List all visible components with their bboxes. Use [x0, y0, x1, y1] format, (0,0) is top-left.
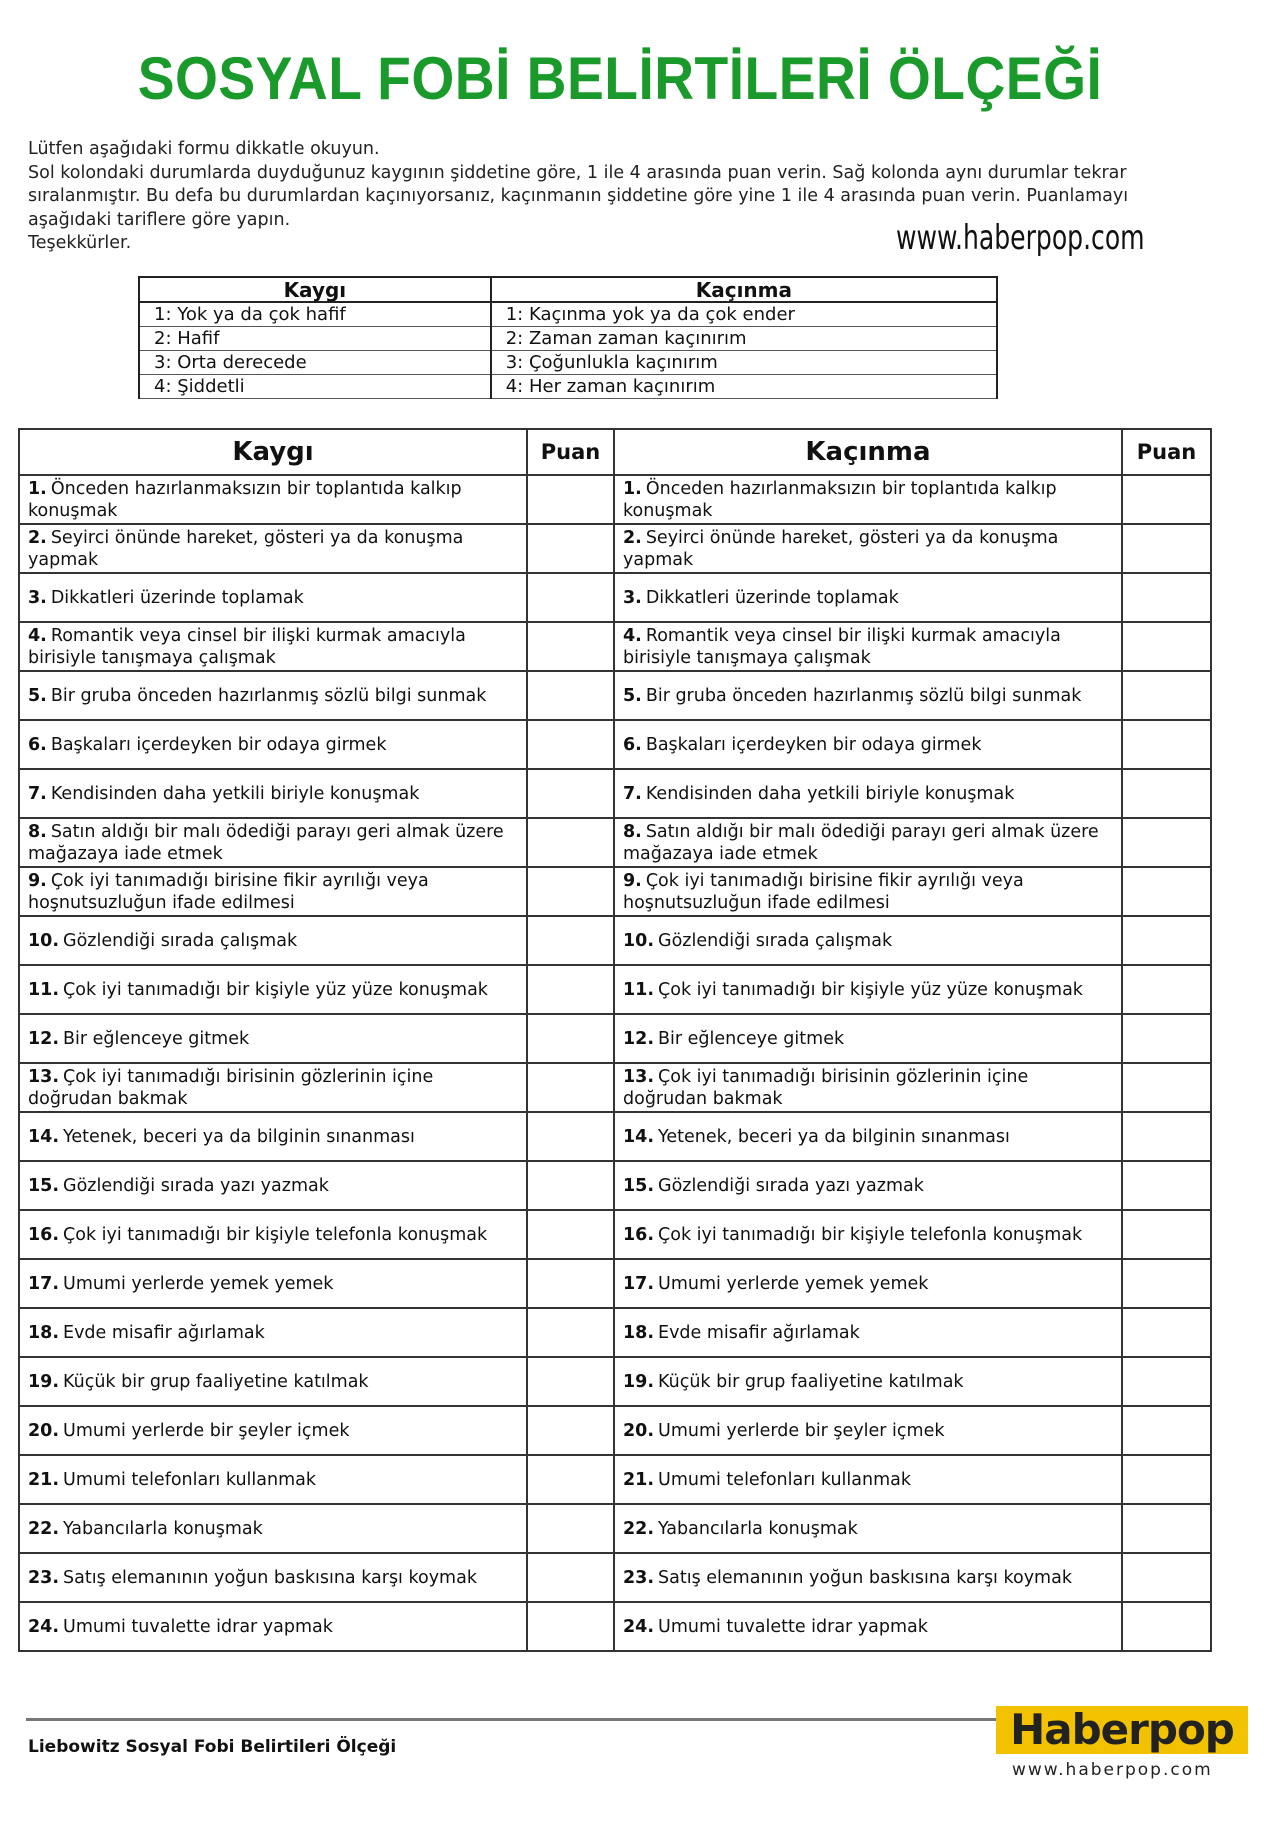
table-row	[19, 1406, 1211, 1455]
anxiety-score-cell[interactable]	[527, 1504, 614, 1553]
item-text: Çok iyi tanımadığı birisinin gözlerinin içine doğrudan bakmak	[623, 1066, 1029, 1109]
avoidance-score-cell[interactable]	[1122, 622, 1211, 671]
anxiety-score-cell[interactable]	[527, 867, 614, 916]
anxiety-score-cell[interactable]	[527, 1210, 614, 1259]
anxiety-score-cell[interactable]	[527, 720, 614, 769]
item-number: 10.	[623, 930, 655, 951]
item-text: Çok iyi tanımadığı birisinin gözlerinin içine doğrudan bakmak	[28, 1066, 434, 1109]
item-text: Başkaları içerdeyken bir odaya girmek	[645, 734, 982, 755]
item-text: Bir eğlenceye gitmek	[658, 1028, 845, 1049]
table-row	[19, 1161, 1211, 1210]
avoidance-score-cell[interactable]	[1122, 1161, 1211, 1210]
item-number: 21.	[28, 1469, 60, 1490]
avoidance-score-cell[interactable]	[1122, 1112, 1211, 1161]
instruction-line: Teşekkürler.	[28, 233, 132, 253]
header-avoidance: Kaçınma	[614, 429, 1122, 475]
avoidance-item	[614, 965, 1122, 1014]
table-row	[19, 671, 1211, 720]
header-anxiety: Kaygı	[19, 429, 527, 475]
footer-source: Liebowitz Sosyal Fobi Belirtileri Ölçeği	[28, 1737, 397, 1757]
anxiety-score-cell[interactable]	[527, 1161, 614, 1210]
item-text: Çok iyi tanımadığı birisine fikir ayrılığı veya hoşnutsuzluğun ifade edilmesi	[623, 870, 1024, 913]
item-number: 6.	[623, 734, 642, 755]
avoidance-item	[614, 1112, 1122, 1161]
avoidance-item	[614, 671, 1122, 720]
anxiety-item	[19, 965, 527, 1014]
avoidance-score-cell[interactable]	[1122, 475, 1211, 524]
avoidance-item	[614, 1063, 1122, 1112]
table-row	[19, 965, 1211, 1014]
item-text: Kendisinden daha yetkili biriyle konuşmak	[50, 783, 420, 804]
item-text: Satın aldığı bir malı ödediği parayı geri almak üzere mağazaya iade etmek	[623, 821, 1099, 864]
item-text: Önceden hazırlanmaksızın bir toplantıda kalkıp konuşmak	[28, 478, 462, 521]
anxiety-score-cell[interactable]	[527, 1553, 614, 1602]
item-text: Yabancılarla konuşmak	[658, 1518, 858, 1539]
item-number: 19.	[623, 1371, 655, 1392]
table-row	[19, 1210, 1211, 1259]
avoidance-item	[614, 1602, 1122, 1651]
item-number: 21.	[623, 1469, 655, 1490]
table-row	[19, 1357, 1211, 1406]
avoidance-score-cell[interactable]	[1122, 1455, 1211, 1504]
avoidance-score-cell[interactable]	[1122, 1602, 1211, 1651]
anxiety-item	[19, 1406, 527, 1455]
item-text: Başkaları içerdeyken bir odaya girmek	[50, 734, 387, 755]
avoidance-item	[614, 573, 1122, 622]
anxiety-item	[19, 867, 527, 916]
item-number: 18.	[623, 1322, 655, 1343]
item-number: 14.	[623, 1126, 655, 1147]
item-text: Umumi yerlerde yemek yemek	[658, 1273, 929, 1294]
item-number: 1.	[623, 478, 642, 499]
item-number: 24.	[623, 1616, 655, 1637]
item-text: Romantik veya cinsel bir ilişki kurmak amacıyla birisiyle tanışmaya çalışmak	[623, 625, 1061, 668]
item-number: 6.	[28, 734, 47, 755]
item-number: 13.	[28, 1066, 60, 1087]
legend-cell: 3: Orta derecede	[139, 351, 491, 375]
anxiety-item	[19, 720, 527, 769]
anxiety-item	[19, 1210, 527, 1259]
item-number: 7.	[623, 783, 642, 804]
item-number: 2.	[623, 527, 642, 548]
item-text: Umumi yerlerde yemek yemek	[63, 1273, 334, 1294]
item-text: Evde misafir ağırlamak	[63, 1322, 265, 1343]
table-row	[19, 818, 1211, 867]
anxiety-score-cell[interactable]	[527, 1259, 614, 1308]
item-number: 3.	[28, 587, 47, 608]
item-number: 23.	[28, 1567, 60, 1588]
anxiety-score-cell[interactable]	[527, 965, 614, 1014]
anxiety-item	[19, 769, 527, 818]
item-text: Umumi yerlerde bir şeyler içmek	[63, 1420, 350, 1441]
avoidance-item	[614, 1014, 1122, 1063]
item-number: 2.	[28, 527, 47, 548]
header-avoidance-score: Puan	[1122, 429, 1211, 475]
item-number: 9.	[28, 870, 47, 891]
item-text: Çok iyi tanımadığı bir kişiyle telefonla konuşmak	[63, 1224, 488, 1245]
avoidance-score-cell[interactable]	[1122, 1553, 1211, 1602]
avoidance-item	[614, 1455, 1122, 1504]
item-number: 4.	[623, 625, 642, 646]
anxiety-item	[19, 573, 527, 622]
item-text: Seyirci önünde hareket, gösteri ya da konuşma yapmak	[623, 527, 1059, 570]
anxiety-score-cell[interactable]	[527, 1308, 614, 1357]
item-number: 17.	[623, 1273, 655, 1294]
item-text: Seyirci önünde hareket, gösteri ya da konuşma yapmak	[28, 527, 464, 570]
avoidance-score-cell[interactable]	[1122, 671, 1211, 720]
item-text: Yabancılarla konuşmak	[63, 1518, 263, 1539]
item-number: 15.	[623, 1175, 655, 1196]
table-row	[19, 720, 1211, 769]
item-number: 23.	[623, 1567, 655, 1588]
instruction-line: Lütfen aşağıdaki formu dikkatle okuyun.	[28, 139, 380, 159]
item-text: Umumi telefonları kullanmak	[63, 1469, 316, 1490]
anxiety-score-cell[interactable]	[527, 622, 614, 671]
anxiety-score-cell[interactable]	[527, 475, 614, 524]
anxiety-item	[19, 1259, 527, 1308]
instruction-line: Sol kolondaki durumlarda duyduğunuz kaygının şiddetine göre, 1 ile 4 arasında puan verin. Sağ kolonda aynı durumlar tekrar sıralanmıştır. Bu defa bu durumlardan kaçınıyorsanız, kaçınmanın şiddetine göre yine 1 ile 4 arasında puan verin. Puanlamayı aşağıdaki tariflere göre yapın.	[28, 162, 1129, 230]
logo-url: www.haberpop.com	[1012, 1760, 1213, 1780]
anxiety-score-cell[interactable]	[527, 769, 614, 818]
avoidance-item	[614, 475, 1122, 524]
table-row	[19, 1112, 1211, 1161]
item-number: 16.	[623, 1224, 655, 1245]
legend-header-avoidance: Kaçınma	[491, 277, 997, 302]
item-text: Umumi tuvalette idrar yapmak	[658, 1616, 928, 1637]
anxiety-item	[19, 1553, 527, 1602]
table-row	[19, 1602, 1211, 1651]
item-text: Umumi yerlerde bir şeyler içmek	[658, 1420, 945, 1441]
item-text: Kendisinden daha yetkili biriyle konuşmak	[645, 783, 1015, 804]
item-number: 12.	[28, 1028, 60, 1049]
item-number: 13.	[623, 1066, 655, 1087]
anxiety-score-cell[interactable]	[527, 818, 614, 867]
avoidance-score-cell[interactable]	[1122, 867, 1211, 916]
item-number: 10.	[28, 930, 60, 951]
anxiety-score-cell[interactable]	[527, 1014, 614, 1063]
avoidance-item	[614, 1210, 1122, 1259]
avoidance-score-cell[interactable]	[1122, 916, 1211, 965]
avoidance-score-cell[interactable]	[1122, 1063, 1211, 1112]
page-title: SOSYAL FOBİ BELİRTİLERİ ÖLÇEĞİ	[137, 45, 1103, 112]
anxiety-item	[19, 1112, 527, 1161]
item-text: Çok iyi tanımadığı bir kişiyle yüz yüze konuşmak	[658, 979, 1083, 1000]
item-text: Gözlendiği sırada yazı yazmak	[658, 1175, 924, 1196]
anxiety-item	[19, 671, 527, 720]
item-text: Dikkatleri üzerinde toplamak	[645, 587, 899, 608]
table-row	[19, 573, 1211, 622]
item-text: Gözlendiği sırada yazı yazmak	[63, 1175, 329, 1196]
item-number: 5.	[623, 685, 642, 706]
avoidance-item	[614, 1504, 1122, 1553]
table-row	[19, 1063, 1211, 1112]
legend-cell: 1: Kaçınma yok ya da çok ender	[491, 302, 997, 327]
avoidance-item	[614, 1406, 1122, 1455]
header-anxiety-score: Puan	[527, 429, 614, 475]
table-row	[19, 1308, 1211, 1357]
anxiety-item	[19, 622, 527, 671]
item-number: 5.	[28, 685, 47, 706]
avoidance-item	[614, 1308, 1122, 1357]
legend-cell: 3: Çoğunlukla kaçınırım	[491, 351, 997, 375]
anxiety-score-cell[interactable]	[527, 1406, 614, 1455]
item-text: Bir gruba önceden hazırlanmış sözlü bilgi sunmak	[50, 685, 487, 706]
item-text: Küçük bir grup faaliyetine katılmak	[658, 1371, 964, 1392]
item-number: 20.	[623, 1420, 655, 1441]
anxiety-score-cell[interactable]	[527, 1063, 614, 1112]
legend-cell: 2: Zaman zaman kaçınırım	[491, 327, 997, 351]
item-text: Gözlendiği sırada çalışmak	[658, 930, 893, 951]
table-row	[19, 524, 1211, 573]
anxiety-item	[19, 916, 527, 965]
item-number: 16.	[28, 1224, 60, 1245]
item-number: 9.	[623, 870, 642, 891]
item-text: Satın aldığı bir malı ödediği parayı geri almak üzere mağazaya iade etmek	[28, 821, 504, 864]
item-text: Gözlendiği sırada çalışmak	[63, 930, 298, 951]
legend-cell: 4: Şiddetli	[139, 375, 491, 399]
avoidance-score-cell[interactable]	[1122, 965, 1211, 1014]
anxiety-item	[19, 1455, 527, 1504]
avoidance-item	[614, 622, 1122, 671]
avoidance-score-cell[interactable]	[1122, 769, 1211, 818]
table-row	[19, 622, 1211, 671]
table-row	[19, 1259, 1211, 1308]
legend-header-anxiety: Kaygı	[139, 277, 491, 302]
anxiety-item	[19, 1063, 527, 1112]
avoidance-item	[614, 1553, 1122, 1602]
item-text: Romantik veya cinsel bir ilişki kurmak amacıyla birisiyle tanışmaya çalışmak	[28, 625, 466, 668]
avoidance-item	[614, 867, 1122, 916]
item-number: 11.	[623, 979, 655, 1000]
item-number: 14.	[28, 1126, 60, 1147]
item-text: Yetenek, beceri ya da bilginin sınanması	[63, 1126, 415, 1147]
item-number: 15.	[28, 1175, 60, 1196]
scoring-legend	[138, 276, 998, 399]
haberpop-logo: Haberpop	[996, 1706, 1248, 1754]
item-text: Önceden hazırlanmaksızın bir toplantıda kalkıp konuşmak	[623, 478, 1057, 521]
avoidance-item	[614, 1259, 1122, 1308]
avoidance-score-cell[interactable]	[1122, 818, 1211, 867]
item-text: Umumi tuvalette idrar yapmak	[63, 1616, 333, 1637]
avoidance-item	[614, 1161, 1122, 1210]
avoidance-item	[614, 524, 1122, 573]
avoidance-score-cell[interactable]	[1122, 524, 1211, 573]
item-number: 7.	[28, 783, 47, 804]
item-number: 24.	[28, 1616, 60, 1637]
item-number: 22.	[623, 1518, 655, 1539]
anxiety-item	[19, 1602, 527, 1651]
item-number: 19.	[28, 1371, 60, 1392]
anxiety-item	[19, 818, 527, 867]
item-number: 11.	[28, 979, 60, 1000]
item-text: Yetenek, beceri ya da bilginin sınanması	[658, 1126, 1010, 1147]
item-number: 18.	[28, 1322, 60, 1343]
item-number: 8.	[623, 821, 642, 842]
anxiety-score-cell[interactable]	[527, 916, 614, 965]
anxiety-score-cell[interactable]	[527, 1112, 614, 1161]
item-text: Bir gruba önceden hazırlanmış sözlü bilgi sunmak	[645, 685, 1082, 706]
item-text: Çok iyi tanımadığı birisine fikir ayrılığı veya hoşnutsuzluğun ifade edilmesi	[28, 870, 429, 913]
table-row	[19, 1553, 1211, 1602]
avoidance-item	[614, 916, 1122, 965]
item-text: Küçük bir grup faaliyetine katılmak	[63, 1371, 369, 1392]
anxiety-item	[19, 475, 527, 524]
avoidance-score-cell[interactable]	[1122, 1259, 1211, 1308]
avoidance-score-cell[interactable]	[1122, 720, 1211, 769]
item-text: Çok iyi tanımadığı bir kişiyle telefonla konuşmak	[658, 1224, 1083, 1245]
anxiety-item	[19, 524, 527, 573]
avoidance-item	[614, 1357, 1122, 1406]
avoidance-score-cell[interactable]	[1122, 1210, 1211, 1259]
avoidance-item	[614, 818, 1122, 867]
avoidance-score-cell[interactable]	[1122, 573, 1211, 622]
item-number: 4.	[28, 625, 47, 646]
item-number: 20.	[28, 1420, 60, 1441]
item-text: Satış elemanının yoğun baskısına karşı koymak	[63, 1567, 477, 1588]
item-number: 3.	[623, 587, 642, 608]
item-number: 17.	[28, 1273, 60, 1294]
avoidance-item	[614, 720, 1122, 769]
avoidance-score-cell[interactable]	[1122, 1014, 1211, 1063]
item-text: Bir eğlenceye gitmek	[63, 1028, 250, 1049]
website-watermark: www.haberpop.com	[896, 218, 1145, 258]
avoidance-score-cell[interactable]	[1122, 1504, 1211, 1553]
avoidance-score-cell[interactable]	[1122, 1406, 1211, 1455]
table-row	[19, 475, 1211, 524]
table-row	[19, 867, 1211, 916]
item-text: Satış elemanının yoğun baskısına karşı koymak	[658, 1567, 1072, 1588]
anxiety-score-cell[interactable]	[527, 573, 614, 622]
anxiety-score-cell[interactable]	[527, 1602, 614, 1651]
table-row	[19, 1455, 1211, 1504]
item-number: 22.	[28, 1518, 60, 1539]
legend-cell: 4: Her zaman kaçınırım	[491, 375, 997, 399]
legend-cell: 2: Hafif	[139, 327, 491, 351]
legend-cell: 1: Yok ya da çok hafif	[139, 302, 491, 327]
anxiety-item	[19, 1504, 527, 1553]
item-text: Umumi telefonları kullanmak	[658, 1469, 911, 1490]
avoidance-score-cell[interactable]	[1122, 1357, 1211, 1406]
item-number: 1.	[28, 478, 47, 499]
anxiety-item	[19, 1357, 527, 1406]
item-number: 8.	[28, 821, 47, 842]
item-text: Çok iyi tanımadığı bir kişiyle yüz yüze konuşmak	[63, 979, 488, 1000]
table-row	[19, 1014, 1211, 1063]
item-text: Dikkatleri üzerinde toplamak	[50, 587, 304, 608]
anxiety-score-cell[interactable]	[527, 671, 614, 720]
avoidance-item	[614, 769, 1122, 818]
item-number: 12.	[623, 1028, 655, 1049]
table-row	[19, 1504, 1211, 1553]
questionnaire-table	[18, 428, 1212, 1652]
anxiety-item	[19, 1014, 527, 1063]
anxiety-score-cell[interactable]	[527, 524, 614, 573]
anxiety-item	[19, 1161, 527, 1210]
avoidance-score-cell[interactable]	[1122, 1308, 1211, 1357]
item-text: Evde misafir ağırlamak	[658, 1322, 860, 1343]
table-row	[19, 769, 1211, 818]
anxiety-item	[19, 1308, 527, 1357]
anxiety-score-cell[interactable]	[527, 1455, 614, 1504]
table-row	[19, 916, 1211, 965]
anxiety-score-cell[interactable]	[527, 1357, 614, 1406]
